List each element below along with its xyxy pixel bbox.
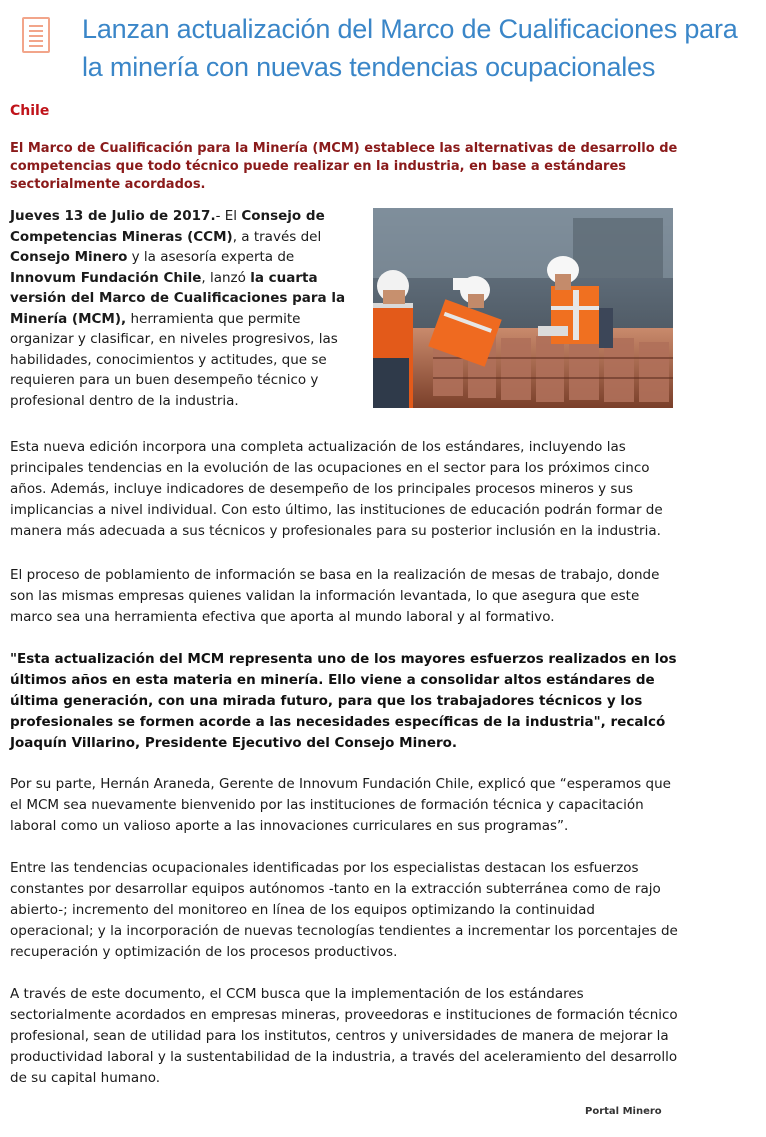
intro-paragraph <box>10 206 360 411</box>
intro-text-2: , a través del <box>232 228 322 245</box>
body-paragraph-4: Entre las tendencias ocupacionales identificadas por los especialistas destacan los esfuerzos constantes por desarrollar equipos autónomos -tanto en la extracción subterránea como de rajo abierto-; incremento del monitoreo en línea de los equipos optimizando la continuidad operacional; y la incorporación de nuevas tecnologías tendientes a incrementar los porcentajes de recuperación y optimización de los procesos productivos. <box>10 860 678 960</box>
intro-text-1: - El <box>215 208 242 224</box>
ccm-name: Consejo de Competencias Mineras (CCM) <box>10 208 325 245</box>
body-paragraph-1: Esta nueva edición incorpora una completa actualización de los estándares, incluyendo las principales tendencias en la evolución de las ocupaciones en el sector para los próximos cinco años. Además, incluye indicadores de desempeño de los principales procesos mineros y sus implicancias a nivel individual. Con esto último, las instituciones de educación podrán formar de manera más adecuada a sus técnicos y profesionales para su posterior inclusión en la industria. <box>10 439 663 539</box>
article-photo <box>373 208 673 408</box>
innovum-name: Innovum Fundación Chile <box>10 269 202 286</box>
lead-summary: El Marco de Cualificación para la Minería (MCM) establece las alternativas de desarrollo de competencias que todo técnico puede realizar en la industria, en base a estándares sectorialmente acordados. <box>10 141 678 192</box>
intro-text-5: herramienta que permite organizar y clasificar, en niveles progresivos, las habilidades, conocimientos y actitudes, que se requieren para un buen desempeño técnico y profesional dentro de la industria. <box>10 310 338 409</box>
article-header <box>0 0 766 100</box>
country-label: Chile <box>10 103 50 119</box>
body-paragraph-2: El proceso de poblamiento de información se basa en la realización de mesas de trabajo, donde son las mismas empresas quienes validan la información levantada, lo que asegura que este marco sea una herramienta efectiva que aporta al mundo laboral y al formativo. <box>10 567 660 625</box>
article-title: Lanzan actualización del Marco de Cualificaciones para la minería con nuevas tendencias ocupacionales <box>82 14 738 82</box>
body-paragraph-5: A través de este documento, el CCM busca que la implementación de los estándares sectorialmente acordados en empresas mineras, proveedoras e instituciones de formación técnico profesional, sean de utilidad para los institutos, centros y universidades de manera de mejorar la productividad laboral y la sustentabilidad de la industria, a través del aceleramiento del desarrollo de su capital humano. <box>10 986 678 1086</box>
source-credit: Portal Minero <box>585 1106 662 1117</box>
intro-text-3: y la asesoría experta de <box>127 249 295 265</box>
body-paragraph-3: Por su parte, Hernán Araneda, Gerente de Innovum Fundación Chile, explicó que “esperamos que el MCM sea nuevamente bienvenido por las instituciones de formación técnica y capacitación laboral como un valioso aporte a las innovaciones curriculares en sus programas”. <box>10 776 671 834</box>
article-date: Jueves 13 de Julio de 2017. <box>10 208 216 224</box>
intro-text-4: , lanzó <box>201 269 251 286</box>
cuarta-version-highlight: la cuarta versión del Marco de Cualificaciones para la Minería (MCM), <box>10 269 346 327</box>
document-lines-icon <box>22 17 50 53</box>
miners-photo-illustration <box>373 208 673 408</box>
consejo-minero-name: Consejo Minero <box>10 249 128 265</box>
quote-paragraph: "Esta actualización del MCM representa uno de los mayores esfuerzos realizados en los últimos años en esta materia en minería. Ello viene a consolidar altos estándares de última generación, con una mirada futuro, para que los trabajadores técnicos y los profesionales se formen acorde a las necesidades específicas de la industria", recalcó Joaquín Villarino, Presidente Ejecutivo del Consejo Minero. <box>10 651 677 751</box>
